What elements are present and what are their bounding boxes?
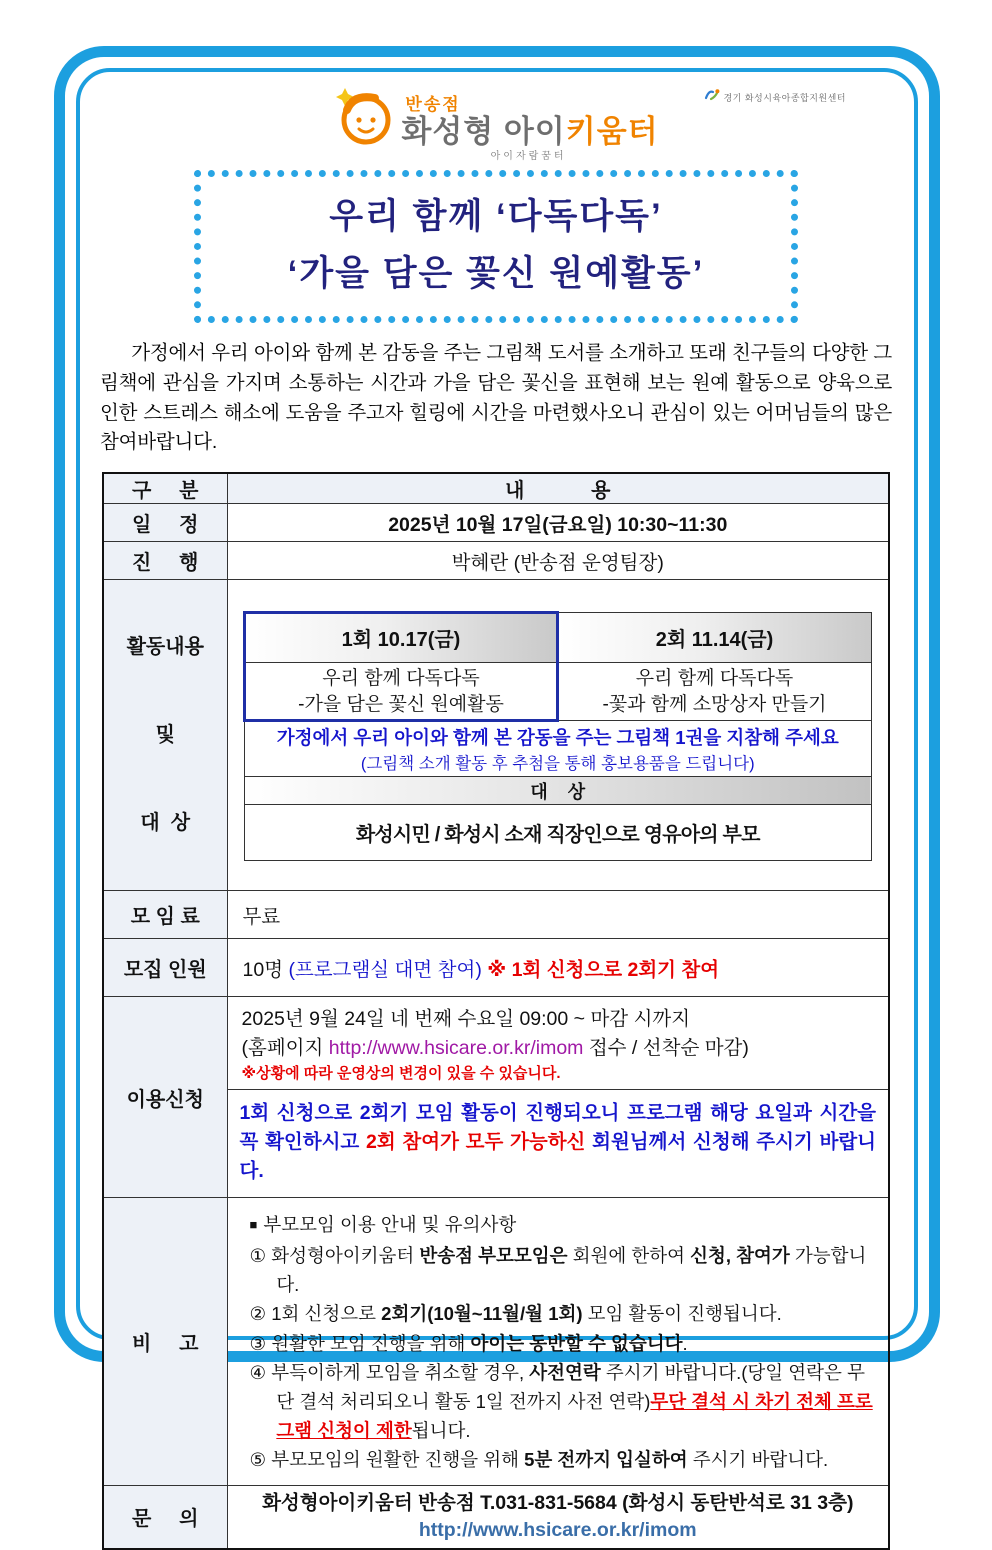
apply-note-red: 2회 참여가 모두 가능하신	[365, 1131, 586, 1154]
contact-url-link[interactable]: http://www.hsicare.or.kr/imom	[418, 1518, 697, 1541]
apply-note-blue1: 1회 신청으로 2회기 모임 활동이 진행되오니 프로그램 해당 요일과 시간을 꼭 확인하시고	[239, 1101, 876, 1154]
table-row-apply	[103, 997, 889, 1197]
table-row-activity	[103, 580, 889, 891]
brand-subtitle: 아이자람꿈터	[490, 151, 567, 162]
capacity-location: (프로그램실 대면 참여)	[288, 958, 482, 981]
activity-content	[227, 580, 889, 891]
session2-header: 2회 11.14(금)	[558, 613, 872, 663]
activity-label	[103, 580, 227, 891]
item-text-bold: 신청, 참여가	[690, 1244, 790, 1266]
session1-line2: -가을 담은 꽃신 원예활동	[298, 693, 504, 715]
info-table	[102, 472, 890, 1550]
apply-content	[227, 997, 889, 1197]
picturebook-notice	[244, 721, 871, 777]
target-value: 화성시민 / 화성시 소재 직장인으로 영유아의 부모	[244, 805, 871, 861]
apply-homepage-pre: (홈페이지	[241, 1036, 329, 1059]
branch-name: 반송점	[405, 94, 461, 114]
contact-label: 문 의	[103, 1485, 227, 1549]
host-label: 진 행	[103, 542, 227, 580]
session-table	[244, 612, 872, 861]
item-text: 주시기 바랍니다.	[687, 1449, 829, 1471]
remarks-item-3	[250, 1329, 875, 1358]
title-line-1: 우리 함께 ‘다독다독’	[329, 197, 663, 236]
apply-homepage-line	[242, 1034, 875, 1062]
apply-url-link[interactable]: http://www.hsicare.or.kr/imom	[328, 1036, 584, 1059]
remarks-item-2	[250, 1299, 875, 1328]
remarks-content	[227, 1197, 889, 1485]
activity-label-line: 활동내용	[126, 636, 204, 659]
apply-homepage-post: 접수 / 선착순 마감)	[583, 1036, 749, 1059]
activity-label-line: 대 상	[140, 812, 191, 835]
fee-label: 모 임 료	[103, 891, 227, 939]
agency-logo-icon	[704, 88, 720, 107]
table-row-header	[103, 473, 889, 504]
table-row-host	[103, 542, 889, 580]
item-text: 원활한 모임 진행을 위해	[266, 1332, 471, 1354]
item-text-bold: 사전연락	[529, 1361, 601, 1383]
capacity-label: 모집 인원	[103, 939, 227, 997]
item-text-bold: 아이는 동반할 수 없습니다	[470, 1332, 683, 1354]
col-header-content: 내 용	[227, 473, 889, 504]
square-bullet-icon: ■	[249, 1216, 258, 1232]
remarks-item-5	[250, 1445, 875, 1474]
item-text: 부모모임의 원활한 진행을 위해	[266, 1449, 525, 1471]
item-text: 가능합니다.	[276, 1244, 867, 1296]
fee-value: 무료	[227, 891, 889, 939]
remarks-item-1	[250, 1241, 875, 1299]
item-text-bold: 2회기(10월~11월/월 1회)	[381, 1303, 583, 1325]
flyer-content	[100, 80, 892, 1550]
brand-orange-part: 키움터	[565, 113, 659, 149]
item-text-red-underline: 무단 결석 시 차기 전체 프로그램 신청이 제한	[276, 1390, 873, 1442]
table-row-contact	[103, 1485, 889, 1549]
item-text-bold: 5분 전까지 입실하여	[524, 1449, 688, 1471]
activity-label-line: 및	[155, 724, 175, 747]
table-row-schedule	[103, 504, 889, 542]
schedule-label: 일 정	[103, 504, 227, 542]
apply-caution: ※상황에 따라 운영상의 변경이 있을 수 있습니다.	[241, 1064, 561, 1082]
session2-line2: -꽃과 함께 소망상자 만들기	[602, 693, 827, 715]
logo-header	[256, 82, 846, 162]
title-line-2: ‘가을 담은 꽃신 원예활동’	[287, 253, 705, 293]
apply-date: 2025년 9월 24일 네 번째 수요일 09:00 ~ 마감 시까지	[241, 1008, 691, 1031]
item-number: ②	[249, 1303, 267, 1325]
title-box	[194, 170, 798, 323]
brand-gray-part: 화성형 아이	[401, 113, 566, 149]
table-row-fee	[103, 891, 889, 939]
brand-name	[401, 115, 658, 149]
session1-description	[244, 663, 558, 721]
item-number: ①	[249, 1244, 267, 1266]
notice-line2: (그림책 소개 활동 후 추첨을 통해 홍보용품을 드립니다)	[360, 754, 755, 773]
apply-label: 이용신청	[103, 997, 227, 1197]
capacity-value	[227, 939, 889, 997]
logo-text	[401, 90, 659, 162]
notice-line1: 가정에서 우리 아이와 함께 본 감동을 주는 그림책 1권을 지참해 주세요	[276, 726, 839, 748]
session2-line1: 우리 함께 다독다독	[635, 668, 794, 690]
remarks-item-4	[250, 1358, 875, 1446]
item-text: 1회 신청으로	[266, 1303, 382, 1325]
session2-description	[558, 663, 872, 721]
schedule-value: 2025년 10월 17일(금요일) 10:30~11:30	[227, 504, 889, 542]
remarks-heading-text: 부모모임 이용 안내 및 유의사항	[263, 1213, 517, 1235]
contact-phone-address: 화성형아이키움터 반송점 T.031-831-5684 (화성시 동탄반석로 31 3층)	[262, 1491, 854, 1514]
item-text-bold: 반송점 부모모임은	[419, 1244, 568, 1266]
item-number: ⑤	[249, 1449, 267, 1471]
remarks-label: 비 고	[103, 1197, 227, 1485]
item-number: ④	[249, 1361, 267, 1383]
table-row-capacity	[103, 939, 889, 997]
agency-mark	[704, 88, 846, 107]
item-text: 주시기 바랍니다.(당일 연락은 무단 결석 처리되오니 활동 1일 전까지 사전 연락)	[276, 1361, 865, 1412]
host-value: 박혜란 (반송점 운영팀장)	[227, 542, 889, 580]
session1-line1: 우리 함께 다독다독	[322, 668, 480, 690]
item-text: 부득이하게 모임을 취소할 경우,	[266, 1361, 530, 1383]
remarks-heading	[250, 1210, 875, 1239]
item-text: .	[682, 1332, 688, 1354]
item-text: 모임 활동이 진행됩니다.	[582, 1303, 782, 1325]
apply-note-block	[228, 1090, 889, 1197]
table-row-remarks	[103, 1197, 889, 1485]
agency-name: 경기 화성시육아종합지원센터	[723, 93, 846, 103]
item-number: ③	[249, 1332, 267, 1354]
session1-header: 1회 10.17(금)	[244, 613, 558, 663]
item-text: 됩니다.	[411, 1420, 471, 1442]
capacity-note: ※ 1회 신청으로 2회기 참여	[481, 958, 720, 981]
contact-content	[227, 1485, 889, 1549]
col-header-category: 구 분	[103, 473, 227, 504]
child-face-logo-icon	[333, 82, 395, 151]
capacity-count: 10명	[242, 958, 289, 981]
item-text: 회원에 한하여	[567, 1244, 691, 1266]
apply-note-blue2: 회원님께서 신청해 주시기 바랍니다.	[239, 1131, 877, 1183]
item-text: 화성형아이키움터	[266, 1244, 420, 1266]
target-header: 대 상	[244, 777, 871, 805]
intro-paragraph: 가정에서 우리 아이와 함께 본 감동을 주는 그림책 도서를 소개하고 또래 친구들의 다양한 그림책에 관심을 가지며 소통하는 시간과 가을 담은 꽃신을 표현해 보는 원예 활동으로 양육으로 인한 스트레스 해소에 도움을 주고자 힐링에 시간을 마련했사오니 관심이 있는 어머님들의 많은 참여바랍니다.	[100, 342, 892, 454]
apply-top-block	[228, 997, 889, 1090]
